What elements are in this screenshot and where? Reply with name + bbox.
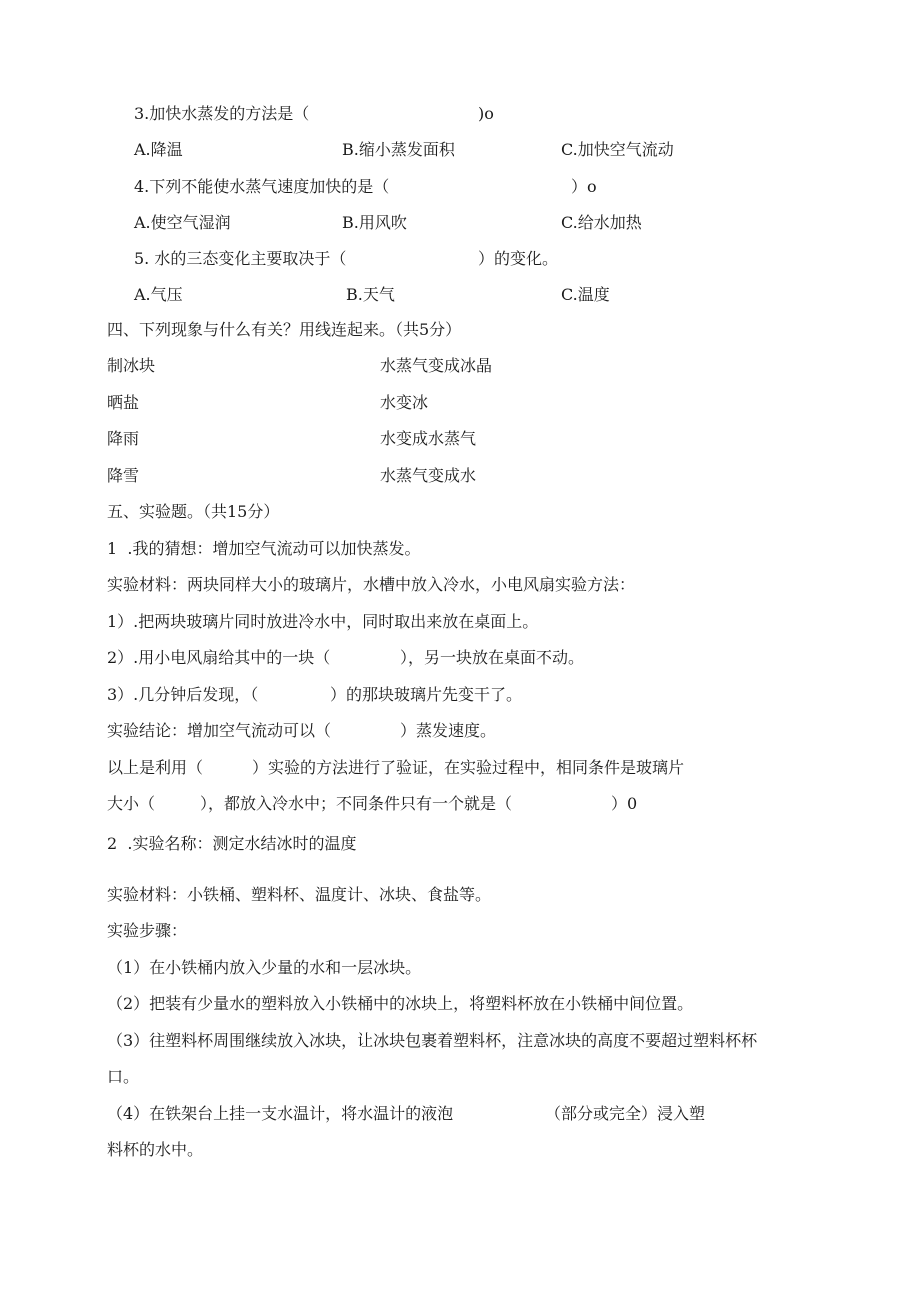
exp2-name: 2 .实验名称：测定水结冰时的温度 <box>107 834 357 853</box>
q4-option-b: B.用风吹 <box>342 213 407 232</box>
exp1-step1: 1）.把两块玻璃片同时放进冷水中，同时取出来放在桌面上。 <box>107 612 539 631</box>
q4-option-a: A.使空气湿润 <box>134 213 231 232</box>
section4-title: 四、下列现象与什么有关？用线连起来。（共5分） <box>107 320 462 339</box>
q5-tail: ）的变化。 <box>478 249 559 268</box>
exp2-step1: （1）在小铁桶内放入少量的水和一层冰块。 <box>107 958 422 977</box>
exp1-size-middle: ），都放入冷水中；不同条件只有一个就是（ <box>200 794 513 813</box>
exp1-conclusion-end: ）蒸发速度。 <box>400 721 497 740</box>
exp2-step3: （3）往塑料杯周围继续放入冰块，让冰块包裹着塑料杯，注意冰块的高度不要超过塑料杯杯 <box>107 1031 758 1050</box>
q3-stem: 3.加快水蒸发的方法是（ <box>134 104 310 123</box>
exp1-guess: 1 .我的猜想：增加空气流动可以加快蒸发。 <box>107 539 421 558</box>
exp2-step4-start: （4）在铁架台上挂一支水温计，将水温计的液泡 <box>107 1104 454 1123</box>
q3-option-a: A.降温 <box>134 140 183 159</box>
q4-option-c: C.给水加热 <box>561 213 642 232</box>
q4-stem: 4.下列不能使水蒸气速度加快的是（ <box>134 177 390 196</box>
exp2-step4-end: （部分或完全）浸入塑 <box>545 1104 706 1123</box>
match-left-item: 晒盐 <box>107 393 140 412</box>
match-left-item: 制冰块 <box>107 356 156 375</box>
exp1-verify-start: 以上是利用（ <box>107 758 204 777</box>
section5-title: 五、实验题。（共15分） <box>107 502 280 521</box>
exp1-materials: 实验材料：两块同样大小的玻璃片，水槽中放入冷水，小电风扇实验方法： <box>107 575 636 594</box>
match-right-item: 水蒸气变成冰晶 <box>380 356 493 375</box>
exp2-step3-cont: 口。 <box>107 1067 140 1086</box>
exp2-step4-cont: 料杯的水中。 <box>107 1140 204 1159</box>
q5-option-b: B.天气 <box>346 285 395 304</box>
exp2-step2: （2）把装有少量水的塑料放入小铁桶中的冰块上，将塑料杯放在小铁桶中间位置。 <box>107 994 694 1013</box>
exp2-steps-title: 实验步骤： <box>107 921 188 940</box>
match-left-item: 降雪 <box>107 466 140 485</box>
q3-option-b: B.缩小蒸发面积 <box>342 140 455 159</box>
exp1-verify-end: ）实验的方法进行了验证，在实验过程中，相同条件是玻璃片 <box>252 758 685 777</box>
q3-tail: )o <box>478 104 494 123</box>
exp1-step3-start: 3）.几分钟后发现，（ <box>107 685 259 704</box>
q5-option-a: A.气压 <box>134 285 183 304</box>
q3-option-c: C.加快空气流动 <box>561 140 674 159</box>
match-left-item: 降雨 <box>107 429 140 448</box>
exp1-size-start: 大小（ <box>107 794 156 813</box>
exp1-conclusion-start: 实验结论：增加空气流动可以（ <box>107 721 332 740</box>
exp1-step2-start: 2）.用小电风扇给其中的一块（ <box>107 648 331 667</box>
q5-option-c: C.温度 <box>561 285 610 304</box>
match-right-item: 水蒸气变成水 <box>380 466 477 485</box>
exp1-size-end: ）0 <box>611 794 638 813</box>
exp2-materials: 实验材料：小铁桶、塑料杯、温度计、冰块、食盐等。 <box>107 885 492 904</box>
match-right-item: 水变冰 <box>380 393 429 412</box>
match-right-item: 水变成水蒸气 <box>380 429 477 448</box>
q4-tail: ）o <box>571 177 597 196</box>
exp1-step3-end: ）的那块玻璃片先变干了。 <box>330 685 523 704</box>
q5-stem: 5. 水的三态变化主要取决于（ <box>134 249 347 268</box>
exp1-step2-end: ），另一块放在桌面不动。 <box>400 648 585 667</box>
